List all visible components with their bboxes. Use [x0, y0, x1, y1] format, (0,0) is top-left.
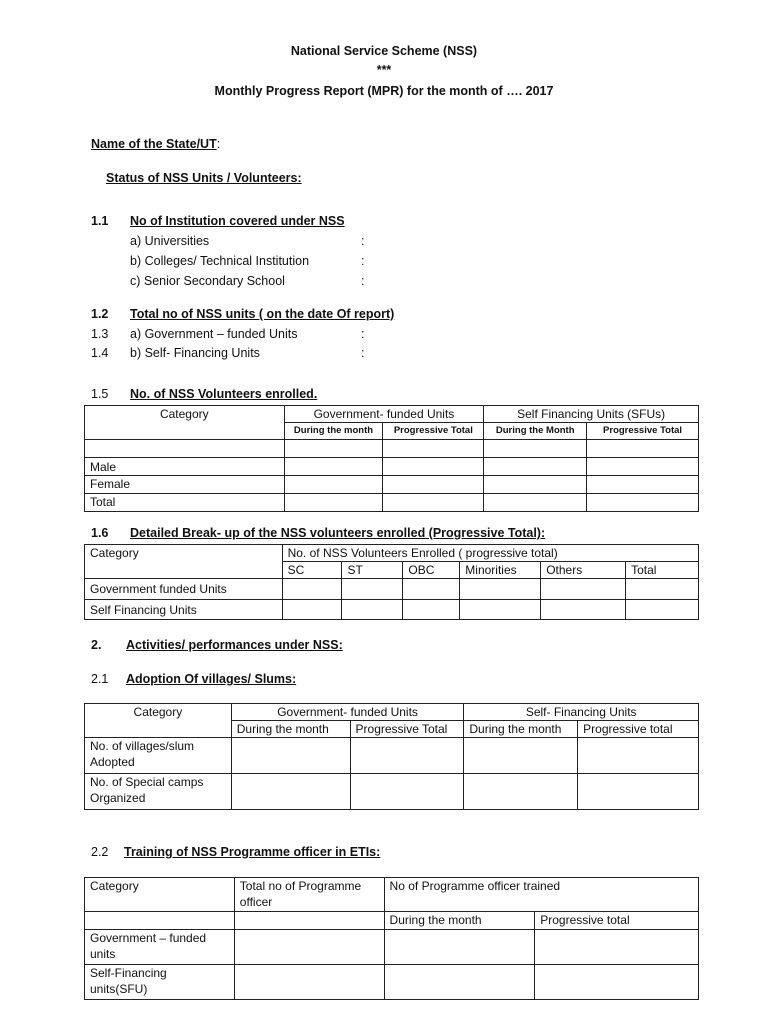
table-row: [85, 458, 699, 476]
table-cell[interactable]: [460, 600, 541, 620]
item-colleges-colon: :: [361, 254, 365, 268]
status-heading: Status of NSS Units / Volunteers:: [106, 171, 302, 185]
table-2-2-sub-month: During the month: [384, 912, 535, 930]
table-cell[interactable]: [535, 930, 699, 965]
adoption-villages-table: [84, 703, 699, 810]
section-1-5-number: 1.5: [91, 387, 109, 401]
col-others: Others: [541, 562, 626, 579]
row-label-villages-adopted: [85, 738, 232, 774]
table-cell[interactable]: [484, 440, 587, 458]
table-cell[interactable]: [464, 774, 578, 810]
section-2-number: 2.: [91, 638, 102, 652]
table-cell[interactable]: [484, 458, 587, 476]
table-cell[interactable]: [383, 476, 484, 494]
table-2-1-sub-gov-progressive: Progressive Total: [350, 721, 464, 738]
table-1-5-sub-self-month: During the Month: [484, 423, 587, 440]
table-2-1-gov-header: Government- funded Units: [231, 704, 464, 721]
row-label-line-1: Government – funded: [90, 931, 207, 945]
table-2-2-category-header: Category: [85, 878, 235, 912]
row-label-line-2: units(SFU): [90, 982, 148, 996]
row-label-self-financing-units: [85, 965, 235, 1000]
row-label-line-2: Organized: [90, 791, 146, 805]
table-row: [85, 965, 699, 1000]
table-cell[interactable]: [342, 579, 403, 600]
table-1-5-sub-gov-progressive: Progressive Total: [383, 423, 484, 440]
col-total: Total: [626, 562, 699, 579]
row-label-government-funded-units: [85, 930, 235, 965]
table-cell[interactable]: [384, 965, 535, 1000]
state-line: [91, 137, 220, 151]
section-2-1-heading: Adoption Of villages/ Slums:: [126, 672, 297, 686]
row-label-line-2: Adopted: [90, 755, 135, 769]
col-st: ST: [342, 562, 403, 579]
table-cell[interactable]: [383, 440, 484, 458]
item-colleges: b) Colleges/ Technical Institution: [130, 254, 310, 268]
table-cell[interactable]: [578, 774, 699, 810]
table-1-5-gov-header: Government- funded Units: [284, 406, 484, 423]
section-1-6-heading: Detailed Break- up of the NSS volunteers enrolled (Progressive Total):: [130, 526, 546, 540]
table-cell[interactable]: [535, 965, 699, 1000]
row-label-line-1: No. of Special camps: [90, 775, 204, 789]
table-cell[interactable]: [403, 579, 460, 600]
title-stars: ***: [376, 63, 392, 77]
section-1-4-label: b) Self- Financing Units: [130, 346, 260, 360]
table-cell[interactable]: [284, 458, 383, 476]
table-cell[interactable]: [234, 930, 384, 965]
row-label-female: Female: [85, 476, 285, 494]
section-2-2-heading: Training of NSS Programme officer in ETIs:: [124, 845, 381, 859]
col-minorities: Minorities: [460, 562, 541, 579]
section-1-3-number: 1.3: [91, 327, 109, 341]
table-1-6-group-header: No. of NSS Volunteers Enrolled ( progressive total): [282, 545, 698, 562]
state-colon: :: [216, 137, 221, 151]
table-cell[interactable]: [284, 440, 383, 458]
row-label-special-camps: [85, 774, 232, 810]
table-row: [85, 738, 699, 774]
table-2-1-sub-self-month: During the month: [464, 721, 578, 738]
section-1-5-heading: No. of NSS Volunteers enrolled.: [130, 387, 318, 401]
section-1-1-heading: No of Institution covered under NSS: [130, 214, 345, 228]
item-universities: a) Universities: [130, 234, 210, 248]
table-1-5-sub-gov-month: During the month: [284, 423, 383, 440]
state-label: Name of the State/UT: [91, 137, 217, 151]
table-1-5-sub-self-progressive: Progressive Total: [587, 423, 699, 440]
table-1-5-category-header: Category: [85, 406, 285, 440]
item-senior-secondary: c) Senior Secondary School: [130, 274, 285, 288]
section-1-6-number: 1.6: [91, 526, 109, 540]
item-senior-secondary-colon: :: [361, 274, 365, 288]
section-1-4-colon: :: [361, 346, 365, 360]
table-cell[interactable]: [626, 600, 699, 620]
table-2-2-trained-header: No of Programme officer trained: [384, 878, 698, 912]
table-row: [85, 476, 699, 494]
col-sc: SC: [282, 562, 342, 579]
row-label-self-financing: Self Financing Units: [85, 600, 283, 620]
table-cell[interactable]: [350, 774, 464, 810]
row-label-male: Male: [85, 458, 285, 476]
volunteers-enrolled-table: [84, 405, 699, 512]
section-2-heading: Activities/ performances under NSS:: [126, 638, 343, 652]
document-title: National Service Scheme (NSS): [290, 44, 478, 58]
table-2-1-self-header: Self- Financing Units: [464, 704, 699, 721]
table-cell[interactable]: [284, 476, 383, 494]
table-cell[interactable]: [484, 494, 587, 512]
table-cell[interactable]: [578, 738, 699, 774]
row-label-line-2: units: [90, 947, 116, 961]
table-cell[interactable]: [587, 440, 699, 458]
table-cell[interactable]: [626, 579, 699, 600]
volunteers-breakup-table: [84, 544, 699, 620]
table-cell[interactable]: [587, 494, 699, 512]
item-universities-colon: :: [361, 234, 365, 248]
total-header-line-1: Total no of Programme: [239, 879, 362, 893]
table-cell[interactable]: [284, 494, 383, 512]
table-row: [85, 600, 699, 620]
table-2-2-total-header: [234, 878, 384, 912]
table-1-5-spacer: [85, 440, 285, 458]
table-1-5-self-header: Self Financing Units (SFUs): [484, 406, 699, 423]
col-obc: OBC: [403, 562, 460, 579]
row-label-line-1: Self-Financing: [90, 966, 167, 980]
table-cell[interactable]: [541, 600, 626, 620]
total-header-line-2: officer: [239, 895, 273, 909]
table-cell[interactable]: [484, 476, 587, 494]
table-cell[interactable]: [231, 774, 350, 810]
table-cell[interactable]: [350, 738, 464, 774]
table-2-2-sub-progressive: Progressive total: [535, 912, 699, 930]
table-cell[interactable]: [342, 600, 403, 620]
section-1-1-number: 1.1: [91, 214, 109, 228]
table-row: [85, 494, 699, 512]
table-cell[interactable]: [383, 458, 484, 476]
table-cell[interactable]: [234, 965, 384, 1000]
table-2-1-sub-self-progressive: Progressive total: [578, 721, 699, 738]
section-1-2-number: 1.2: [91, 307, 109, 321]
training-officers-table: [84, 877, 699, 1000]
section-1-3-colon: :: [361, 327, 365, 341]
row-label-total: Total: [85, 494, 285, 512]
table-1-6-category-header: Category: [85, 545, 283, 579]
table-row: [85, 930, 699, 965]
table-2-2-spacer: [85, 912, 235, 930]
section-1-2-heading: Total no of NSS units ( on the date Of report): [130, 307, 395, 321]
table-cell[interactable]: [587, 476, 699, 494]
table-cell[interactable]: [460, 579, 541, 600]
table-cell[interactable]: [541, 579, 626, 600]
row-label-government-funded: Government funded Units: [85, 579, 283, 600]
section-1-3-label: a) Government – funded Units: [130, 327, 298, 341]
table-cell[interactable]: [464, 738, 578, 774]
table-cell[interactable]: [231, 738, 350, 774]
row-label-line-1: No. of villages/slum: [90, 739, 195, 753]
table-cell[interactable]: [587, 458, 699, 476]
section-1-4-number: 1.4: [91, 346, 109, 360]
table-cell[interactable]: [282, 579, 342, 600]
table-cell[interactable]: [282, 600, 342, 620]
section-2-1-number: 2.1: [91, 672, 109, 686]
document-subtitle: Monthly Progress Report (MPR) for the month of …. 2017: [214, 84, 554, 98]
table-row: [85, 774, 699, 810]
table-cell[interactable]: [403, 600, 460, 620]
table-2-2-spacer: [234, 912, 384, 930]
table-cell[interactable]: [383, 494, 484, 512]
section-2-2-number: 2.2: [91, 845, 109, 859]
table-cell[interactable]: [384, 930, 535, 965]
table-2-1-category-header: Category: [85, 704, 232, 738]
table-row: [85, 579, 699, 600]
table-2-1-sub-gov-month: During the month: [231, 721, 350, 738]
